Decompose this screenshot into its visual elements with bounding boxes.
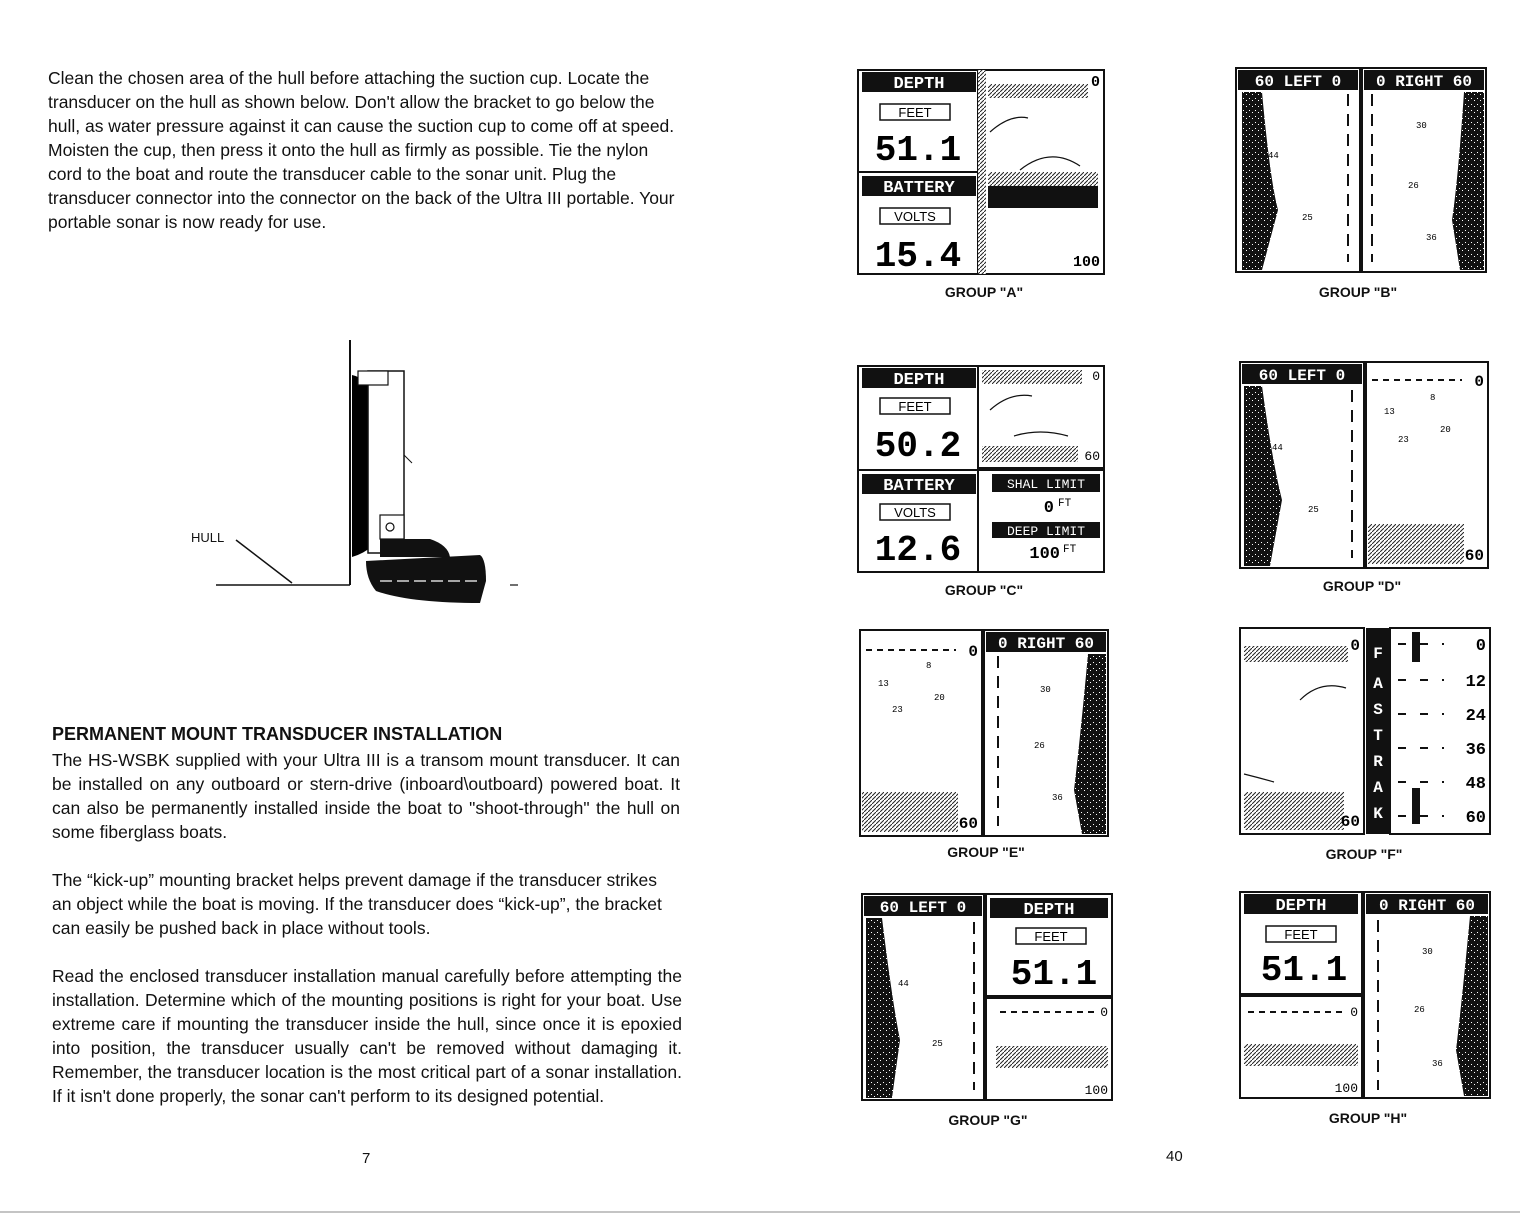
group-h-screen <box>1240 892 1490 1098</box>
caption-group-f: GROUP "F" <box>1325 846 1403 862</box>
group-d-fish-3: 13 <box>1384 407 1395 417</box>
group-c-depth-value: 50.2 <box>874 426 962 467</box>
group-d-fish-5: 23 <box>1398 435 1409 445</box>
caption-group-c: GROUP "C" <box>944 582 1024 598</box>
caption-group-g: GROUP "G" <box>948 1112 1028 1128</box>
group-c-range-top: 0 <box>1092 369 1100 384</box>
caption-group-a: GROUP "A" <box>944 284 1024 300</box>
group-h-range-top: 0 <box>1350 1005 1358 1020</box>
page-number-right: 40 <box>1166 1148 1183 1165</box>
group-a-range-bottom: 100 <box>1072 254 1100 271</box>
group-c-shal-title: SHAL LIMIT <box>1006 477 1086 492</box>
group-e-fish-2: 8 <box>926 661 932 671</box>
group-d-fish-2: 25 <box>1308 505 1319 515</box>
group-d-fish-6: 20 <box>1440 425 1451 435</box>
group-e-fish-5: 30 <box>1040 685 1051 695</box>
group-g-depth-title: DEPTH <box>1023 901 1075 920</box>
group-g-fish-1: 44 <box>898 979 909 989</box>
fastrak-scale-0: 0 <box>1475 637 1486 656</box>
group-c-screen <box>858 366 1104 572</box>
group-g-range-top: 0 <box>1100 1005 1108 1020</box>
group-d-screen <box>1240 362 1488 568</box>
group-e-fish-6: 26 <box>1034 741 1045 751</box>
group-a-battery-title: BATTERY <box>883 179 955 198</box>
group-c-volts: VOLTS <box>894 505 936 520</box>
group-e-fish-1: 13 <box>878 679 889 689</box>
group-h-range-bottom: 100 <box>1334 1081 1358 1096</box>
group-f-screen <box>1240 628 1490 834</box>
group-e-fish-3: 23 <box>892 705 903 715</box>
fastrak-letter-f: F <box>1373 645 1383 663</box>
group-c-depth-title: DEPTH <box>893 371 945 390</box>
group-c-voltage-value: 12.6 <box>874 530 962 571</box>
group-h-right-header: 0 RIGHT 60 <box>1378 897 1476 915</box>
fastrak-letter-r: R <box>1373 753 1383 771</box>
group-e-range-bottom: 60 <box>958 815 978 833</box>
paragraph-read-manual: Read the enclosed transducer installation manual carefully before attempting the installation. Determine which of the mounting positions is right for your boat. Use extreme care if mounting the transducer inside the hull, since once it is epoxied into position, the transducer usually can't be removed without damaging it. Remember, the transducer location is the most critical part of a sonar installation. If it isn't done properly, the sonar can't perform to its designed potential. <box>52 966 682 1106</box>
group-d-left-header: 60 LEFT 0 <box>1258 367 1346 385</box>
group-a-feet: FEET <box>898 105 932 120</box>
caption-group-d: GROUP "D" <box>1322 578 1402 594</box>
group-b-fish-1: 44 <box>1268 151 1279 161</box>
group-b-fish-4: 26 <box>1408 181 1419 191</box>
group-a-depth-value: 51.1 <box>874 130 962 171</box>
paragraph-kick-up: The “kick-up” mounting bracket helps prevent damage if the transducer strikes an object while the boat is moving. If the transducer does “kick-up”, the bracket can easily be pushed back in place without tools. <box>52 870 662 938</box>
group-b-left-header: 60 LEFT 0 <box>1254 73 1342 91</box>
fastrak-scale-60: 60 <box>1465 809 1486 828</box>
group-c-shal-ft: FT <box>1058 498 1072 510</box>
group-g-left-header: 60 LEFT 0 <box>879 899 967 917</box>
group-d-range-bottom: 60 <box>1464 547 1484 565</box>
group-c-feet: FEET <box>898 399 932 414</box>
group-b-screen <box>1236 68 1486 272</box>
fastrak-letter-a1: A <box>1373 675 1383 693</box>
group-e-right-header: 0 RIGHT 60 <box>997 635 1095 653</box>
fastrak-scale-36: 36 <box>1465 741 1486 760</box>
group-h-depth-title: DEPTH <box>1275 897 1327 916</box>
caption-group-h: GROUP "H" <box>1328 1110 1408 1126</box>
group-h-fish-2: 26 <box>1414 1005 1425 1015</box>
fastrak-scale-12: 12 <box>1465 673 1486 692</box>
group-e-fish-4: 20 <box>934 693 945 703</box>
group-c-range-bottom: 60 <box>1084 449 1100 464</box>
group-a-volts: VOLTS <box>894 209 936 224</box>
group-a-screen <box>858 70 1104 277</box>
group-e-range-top: 0 <box>968 643 978 661</box>
caption-group-b: GROUP "B" <box>1318 284 1398 300</box>
group-d-range-top: 0 <box>1474 373 1484 391</box>
group-e-screen <box>860 630 1108 836</box>
fastrak-scale-48: 48 <box>1465 775 1486 794</box>
group-b-fish-2: 25 <box>1302 213 1313 223</box>
group-g-range-bottom: 100 <box>1084 1083 1108 1098</box>
group-e-fish-7: 36 <box>1052 793 1063 803</box>
fastrak-letter-k: K <box>1373 805 1383 823</box>
group-d-fish-4: 8 <box>1430 393 1436 403</box>
group-a-voltage-value: 15.4 <box>874 236 962 277</box>
section-heading: PERMANENT MOUNT TRANSDUCER INSTALLATION <box>52 724 503 744</box>
group-c-battery-title: BATTERY <box>883 477 955 496</box>
fastrak-letter-a2: A <box>1373 779 1383 797</box>
hull-label: HULL <box>191 530 225 545</box>
caption-group-e: GROUP "E" <box>947 844 1025 860</box>
group-f-range-top: 0 <box>1350 637 1360 655</box>
group-b-right-header: 0 RIGHT 60 <box>1375 73 1473 91</box>
group-g-screen <box>862 894 1112 1100</box>
group-h-depth-value: 51.1 <box>1260 950 1348 991</box>
intro-paragraph: Clean the chosen area of the hull before attaching the suction cup. Locate the transducer on the hull as shown below. Don't allow the bracket to go below the hull, as water pressure against it can cause the suction cup to come off at speed. Moisten the cup, then press it onto the hull as firmly as possible. Tie the nylon cord to the boat and route the transducer cable to the sonar unit. Plug the transducer connector into the connector on the back of the Ultra III portable. Your portable sonar is now ready for use. <box>48 68 675 232</box>
group-c-deep-ft: FT <box>1063 544 1077 556</box>
group-g-feet: FEET <box>1034 929 1068 944</box>
group-c-deep-value: 100 <box>1029 545 1060 564</box>
group-h-feet: FEET <box>1284 927 1318 942</box>
fastrak-letter-t: T <box>1373 727 1383 745</box>
fastrak-scale-24: 24 <box>1465 707 1486 726</box>
group-a-depth-title: DEPTH <box>893 75 945 94</box>
group-b-fish-3: 30 <box>1416 121 1427 131</box>
group-f-range-bottom: 60 <box>1340 813 1360 831</box>
paragraph-permanent-mount: The HS-WSBK supplied with your Ultra III is a transom mount transducer. It can be installed on any outboard or stern-drive (inboard\outboard) powered boat. It can also be permanently installed inside the boat to "shoot-through" the hull on some fiberglass boats. <box>52 750 680 842</box>
group-h-fish-1: 30 <box>1422 947 1433 957</box>
group-c-deep-title: DEEP LIMIT <box>1006 524 1086 539</box>
group-a-range-top: 0 <box>1090 74 1100 91</box>
group-d-fish-1: 44 <box>1272 443 1283 453</box>
group-h-fish-3: 36 <box>1432 1059 1443 1069</box>
group-c-shal-value: 0 <box>1043 499 1054 518</box>
group-b-fish-5: 36 <box>1426 233 1437 243</box>
page-number-left: 7 <box>362 1150 371 1167</box>
group-g-depth-value: 51.1 <box>1010 954 1098 995</box>
group-g-fish-2: 25 <box>932 1039 943 1049</box>
fastrak-letter-s: S <box>1373 701 1383 719</box>
